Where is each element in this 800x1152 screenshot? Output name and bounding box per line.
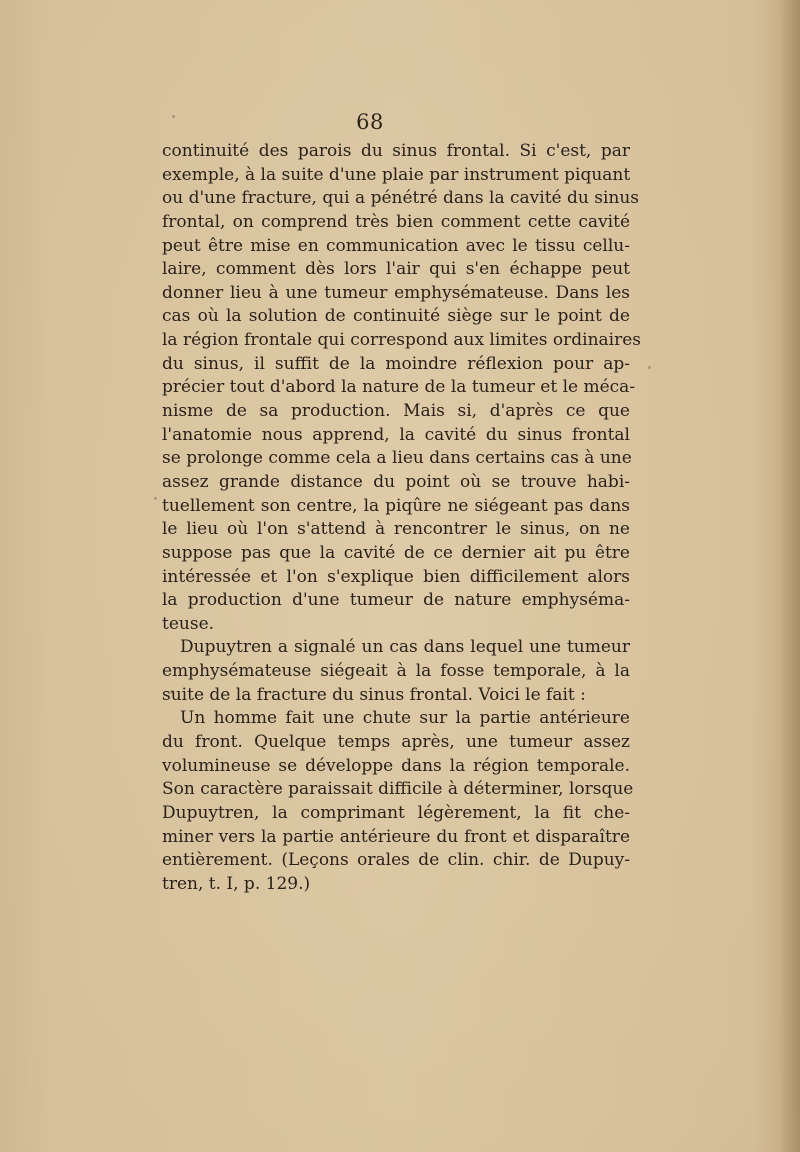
text-line: volumineuse se développe dans la région temporale. — [162, 755, 630, 776]
text-line: précier tout d'abord la nature de la tumeur et le méca- — [162, 377, 636, 398]
text-line: du front. Quelque temps après, une tumeur assez — [162, 732, 630, 753]
text-line: laire, comment dès lors l'air qui s'en échappe peut — [162, 259, 630, 280]
text-line: la production d'une tumeur de nature emphyséma- — [162, 590, 630, 611]
text-line: frontal, on comprend très bien comment cette cavité — [162, 211, 630, 232]
page-edge-shadow — [778, 0, 800, 1152]
text-line: miner vers la partie antérieure du front et disparaître — [162, 826, 630, 847]
page-number: 68 — [356, 110, 384, 134]
text-line: tuellement son centre, la piqûre ne siégeant pas dans — [162, 495, 630, 516]
text-line: intéressée et l'on s'explique bien difficilement alors — [162, 566, 630, 587]
text-line: nisme de sa production. Mais si, d'après ce que — [162, 401, 630, 422]
body-text — [162, 140, 641, 897]
text-line: assez grande distance du point où se trouve habi- — [162, 471, 630, 492]
text-line: Un homme fait une chute sur la partie antérieure — [180, 708, 630, 729]
ink-speck — [154, 497, 157, 500]
text-line: ou d'une fracture, qui a pénétré dans la cavité du sinus — [162, 188, 640, 209]
text-line: teuse. — [162, 613, 215, 634]
text-line: peut être mise en communication avec le tissu cellu- — [162, 235, 630, 256]
text-line: donner lieu à une tumeur emphysémateuse. Dans les — [162, 282, 630, 303]
text-line: entièrement. (Leçons orales de clin. chir. de Dupuy- — [162, 850, 630, 871]
text-line: suppose pas que la cavité de ce dernier ait pu être — [162, 542, 630, 563]
text-line: Dupuytren a signalé un cas dans lequel une tumeur — [180, 637, 630, 658]
ink-speck — [648, 366, 651, 369]
text-line: tren, t. I, p. 129.) — [162, 873, 311, 894]
text-line: suite de la fracture du sinus frontal. Voici le fait : — [162, 684, 586, 705]
text-line: exemple, à la suite d'une plaie par instrument piquant — [162, 164, 631, 185]
text-line: la région frontale qui correspond aux limites ordinaires — [162, 330, 641, 351]
text-line: emphysémateuse siégeait à la fosse temporale, à la — [162, 661, 630, 682]
text-line: continuité des parois du sinus frontal. Si c'est, par — [162, 141, 630, 161]
text-line: l'anatomie nous apprend, la cavité du sinus frontal — [162, 424, 630, 445]
ink-speck — [172, 115, 175, 118]
text-line: le lieu où l'on s'attend à rencontrer le sinus, on ne — [162, 519, 630, 540]
text-line: se prolonge comme cela a lieu dans certains cas à une — [162, 448, 632, 469]
text-line: du sinus, il suffit de la moindre réflexion pour ap- — [162, 353, 630, 374]
text-line: Dupuytren, la comprimant légèrement, la fit che- — [162, 802, 630, 823]
text-line: Son caractère paraissait difficile à déterminer, lorsque — [162, 779, 634, 800]
text-line: cas où la solution de continuité siège sur le point de — [162, 306, 630, 327]
